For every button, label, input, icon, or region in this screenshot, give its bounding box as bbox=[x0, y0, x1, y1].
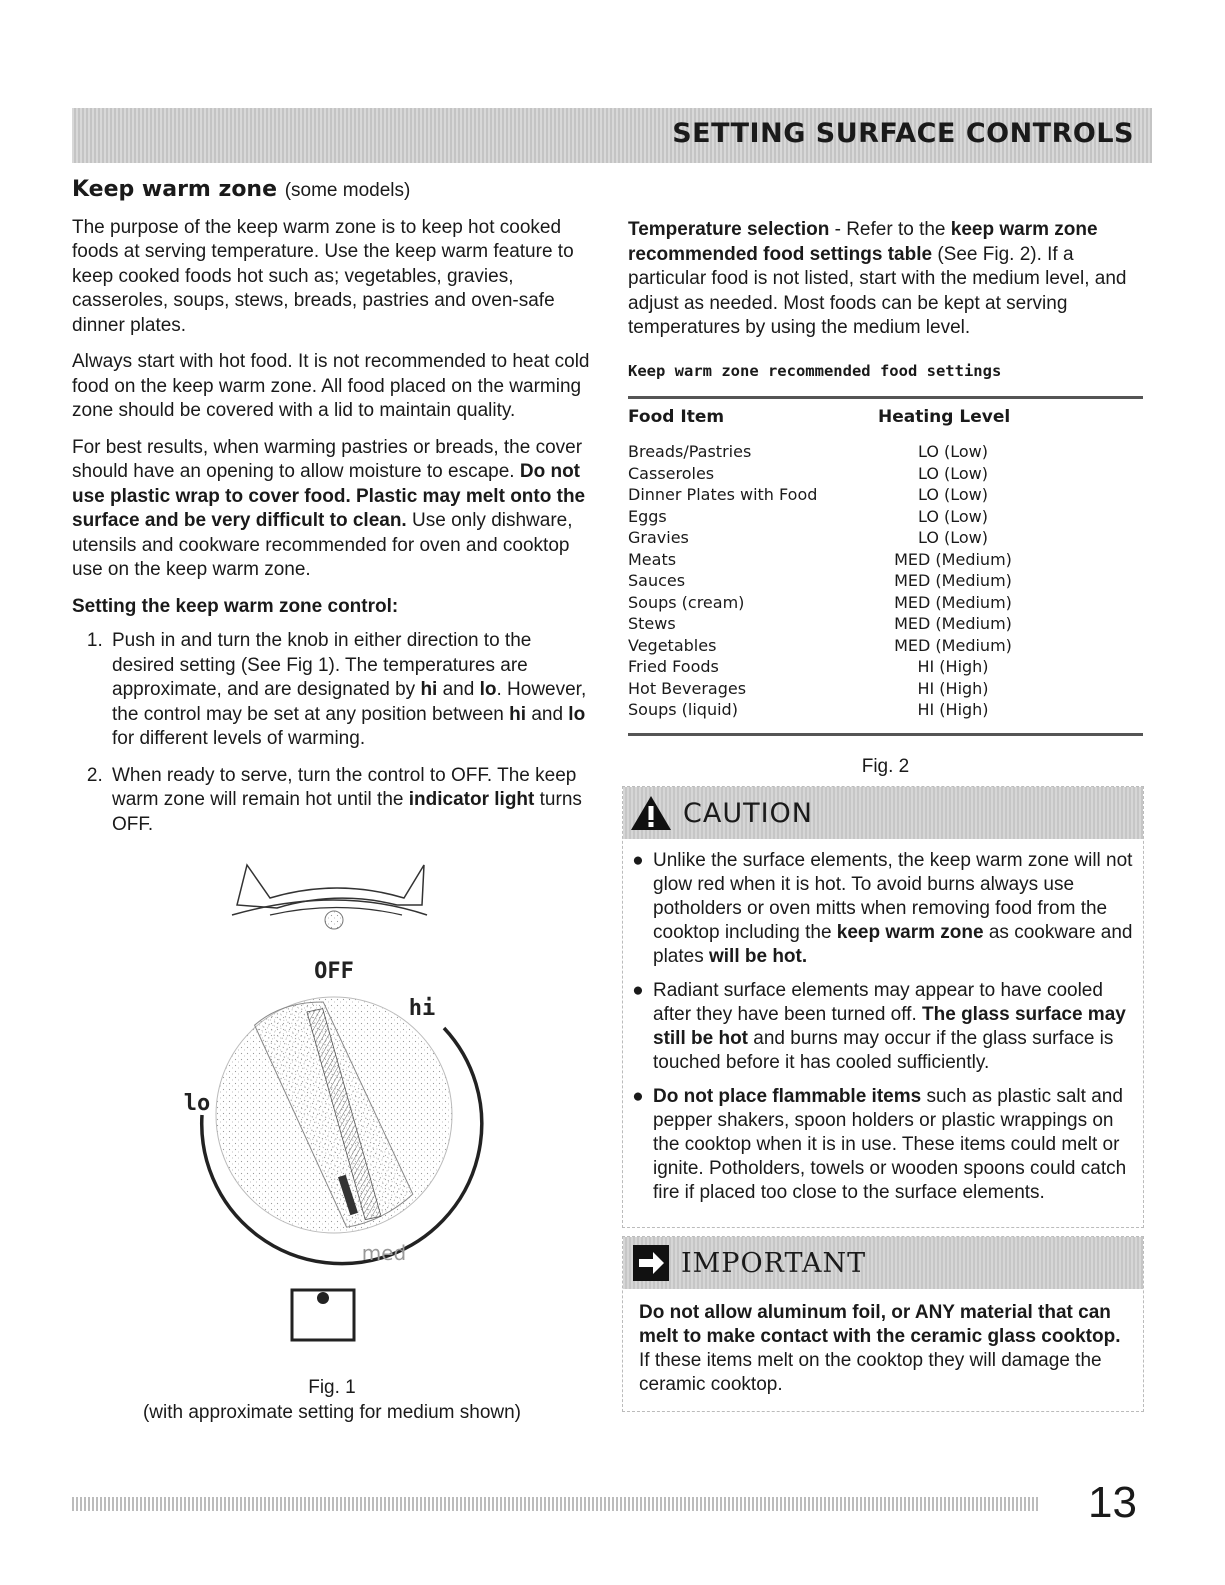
table-bottom-rule bbox=[628, 733, 1143, 736]
step1-text-c: for different levels of warming. bbox=[112, 728, 366, 749]
keep-warm-heading bbox=[72, 178, 592, 204]
bullet-dot-icon: ● bbox=[632, 980, 644, 1001]
off-label: OFF bbox=[314, 959, 354, 984]
temp-selection-bold: Temperature selection bbox=[628, 219, 830, 240]
table-row bbox=[628, 570, 1143, 592]
table-row bbox=[628, 527, 1143, 549]
table-title: Keep warm zone recommended food settings bbox=[628, 362, 1002, 380]
setting-subhead: Setting the keep warm zone control: bbox=[72, 595, 399, 617]
figure-1-knob-diagram bbox=[72, 860, 592, 1430]
knob-center-dot bbox=[325, 911, 343, 929]
indicator-light-icon bbox=[292, 1290, 354, 1340]
level-cell: MED (Medium) bbox=[894, 571, 1012, 590]
hi-label: hi bbox=[420, 679, 438, 700]
caution-bullet-3 bbox=[623, 1085, 1143, 1205]
step-1 bbox=[108, 629, 592, 752]
important-bold: Do not allow aluminum foil, or ANY material that can melt to make contact with the ceramic glass cooktop. bbox=[639, 1302, 1121, 1347]
food-cell: Soups (liquid) bbox=[628, 700, 738, 719]
caution-bullet-1 bbox=[623, 849, 1143, 969]
level-cell: LO (Low) bbox=[917, 463, 988, 483]
table-row bbox=[628, 441, 1143, 463]
steps-list bbox=[72, 629, 592, 837]
food-cell: Breads/Pastries bbox=[628, 442, 752, 461]
table-row bbox=[628, 678, 1143, 700]
food-cell: Dinner Plates with Food bbox=[628, 485, 818, 504]
caution-title: CAUTION bbox=[683, 797, 813, 829]
arrow-right-icon bbox=[631, 1243, 671, 1283]
table-row bbox=[628, 613, 1143, 635]
important-banner bbox=[623, 1237, 1143, 1289]
fig1-label: Fig. 1 bbox=[308, 1377, 356, 1398]
hi-dial-label: hi bbox=[408, 996, 436, 1021]
bullet-dot-icon: ● bbox=[632, 850, 644, 871]
table-row bbox=[628, 656, 1143, 678]
section-title: SETTING SURFACE CONTROLS bbox=[672, 118, 1134, 149]
figure-1-caption bbox=[72, 1375, 592, 1425]
important-text bbox=[623, 1289, 1143, 1397]
level-cell: HI (High) bbox=[917, 700, 989, 719]
warning-triangle-icon bbox=[629, 793, 673, 833]
level-cell: MED (Medium) bbox=[894, 592, 1012, 612]
level-cell: MED (Medium) bbox=[894, 549, 1012, 569]
food-cell: Casseroles bbox=[628, 463, 715, 483]
b3-bold: Do not place flammable items bbox=[653, 1086, 922, 1107]
bullet-text bbox=[653, 849, 1133, 969]
level-cell: LO (Low) bbox=[917, 485, 988, 504]
right-column bbox=[628, 218, 1148, 353]
table-row bbox=[628, 463, 1143, 485]
food-cell: Gravies bbox=[628, 528, 689, 547]
food-settings-table bbox=[628, 396, 1143, 736]
and-text-2: and bbox=[531, 703, 564, 725]
b2-bold: The glass surface may still be hot bbox=[653, 1004, 1126, 1049]
heading-sub: (some models) bbox=[284, 180, 411, 201]
header-food-item: Food Item bbox=[628, 407, 725, 427]
step2-text-b: turns OFF. bbox=[112, 789, 582, 835]
and-text: and bbox=[442, 679, 475, 700]
table-body bbox=[628, 441, 1143, 733]
table-row bbox=[628, 549, 1143, 571]
level-cell: HI (High) bbox=[917, 678, 989, 698]
hot-food-paragraph: Always start with hot food. It is not recommended to heat cold food on the keep warm zone. All food placed on the warming zone should be covered with a lid to maintain quality. bbox=[72, 351, 590, 421]
step2-text-a: When ready to serve, turn the control to OFF. The keep warm zone will remain hot until the bbox=[112, 764, 577, 810]
level-cell: LO (Low) bbox=[917, 442, 988, 461]
table-row bbox=[628, 699, 1143, 721]
food-cell: Vegetables bbox=[628, 635, 717, 655]
header-heating-level: Heating Level bbox=[878, 407, 1011, 427]
b1-bold-2: will be hot. bbox=[708, 946, 808, 967]
table-row bbox=[628, 592, 1143, 614]
temperature-selection-paragraph bbox=[628, 218, 1148, 341]
level-cell: HI (High) bbox=[917, 657, 989, 676]
heading-text: Keep warm zone bbox=[72, 177, 278, 202]
food-cell: Meats bbox=[628, 549, 677, 569]
food-cell: Eggs bbox=[628, 506, 667, 526]
step-2 bbox=[108, 764, 592, 838]
important-body: If these items melt on the cooktop they will damage the ceramic cooktop. bbox=[639, 1350, 1102, 1395]
caution-box bbox=[622, 786, 1144, 1228]
section-header-bar bbox=[72, 108, 1152, 163]
bullet-dot-icon: ● bbox=[632, 1086, 644, 1107]
table-reference-bold: keep warm zone recommended food settings table bbox=[628, 219, 1098, 265]
food-cell: Sauces bbox=[628, 571, 686, 590]
temp-text-2: (See Fig. 2). If a particular food is not listed, start with the medium level, and adjust as needed. Most foods can be kept at serving temperatures by using the medium level. bbox=[628, 243, 1127, 338]
table-header-row bbox=[628, 399, 1143, 441]
step1-text-b: . However, the control may be set at any position between bbox=[112, 679, 587, 725]
food-cell: Hot Beverages bbox=[628, 678, 747, 698]
med-dial-label: med bbox=[361, 1241, 407, 1265]
figure-2-caption: Fig. 2 bbox=[861, 756, 910, 777]
page-number: 13 bbox=[1088, 1478, 1137, 1527]
level-cell: LO (Low) bbox=[917, 528, 988, 547]
food-cell: Fried Foods bbox=[628, 657, 719, 676]
fig1-description: (with approximate setting for medium shown) bbox=[142, 1402, 522, 1423]
dishware-text: Use only dishware, utensils and cookware recommended for oven and cooktop use on the keep warm zone. bbox=[72, 510, 573, 580]
plastic-warning: Do not use plastic wrap to cover food. Plastic may melt onto the surface and be very difficult to clean. bbox=[72, 461, 586, 531]
level-cell: MED (Medium) bbox=[894, 635, 1012, 655]
footer-bar bbox=[72, 1497, 1038, 1511]
table-row bbox=[628, 506, 1143, 528]
important-title: IMPORTANT bbox=[681, 1247, 867, 1279]
caution-bullets bbox=[623, 839, 1143, 1205]
b2-text-b: and burns may occur if the glass surface is touched before it has cooled sufficiently. bbox=[653, 1028, 1114, 1073]
intro-paragraph: The purpose of the keep warm zone is to keep hot cooked foods at serving temperature. Use the keep warm feature to keep cooked foods hot such as; vegetables, gravies, casseroles, soups, stews, breads, pastries and oven-safe dinner plates. bbox=[72, 216, 574, 336]
bullet-text bbox=[653, 1085, 1133, 1205]
lo-dial-label: lo bbox=[183, 1091, 211, 1116]
b1-bold-1: keep warm zone bbox=[836, 922, 984, 943]
b1-text-a: Unlike the surface elements, the keep warm zone will not glow red when it is hot. To avoid burns always use potholders or oven mitts when removing food from the cooktop including the bbox=[653, 850, 1133, 943]
table-row bbox=[628, 484, 1143, 506]
b2-text-a: Radiant surface elements may appear to have cooled after they have been turned off. bbox=[653, 980, 1103, 1025]
knob-illustration bbox=[72, 860, 592, 1370]
food-cell: Stews bbox=[628, 614, 676, 633]
indicator-light-text: indicator light bbox=[408, 789, 535, 810]
turn-direction-arrow-icon bbox=[232, 865, 427, 915]
bullet-text bbox=[653, 979, 1133, 1075]
b3-text: such as plastic salt and pepper shakers, spoon holders or plastic wrappings on the cooktop when it is in use. These items could melt or ignite. Potholders, towels or wooden spoons could catch fire if placed too close to the surface elements. bbox=[653, 1086, 1127, 1203]
temp-text-1: - Refer to the bbox=[829, 219, 951, 240]
b1-text-b: as cookware and plates bbox=[653, 922, 1133, 967]
caution-bullet-2 bbox=[623, 979, 1143, 1075]
level-cell: MED (Medium) bbox=[894, 614, 1012, 633]
lo-label-2: lo bbox=[568, 703, 586, 725]
hi-label-2: hi bbox=[509, 703, 527, 725]
table-row bbox=[628, 635, 1143, 657]
step1-text-a: Push in and turn the knob in either direction to the desired setting (See Fig 1). The temperatures are approximate, and are designated by bbox=[112, 630, 532, 700]
level-cell: LO (Low) bbox=[917, 506, 988, 526]
lo-label: lo bbox=[479, 679, 497, 700]
best-results-paragraph bbox=[72, 436, 592, 583]
best-results-text: For best results, when warming pastries or breads, the cover should have an opening to allow moisture to escape. bbox=[72, 436, 583, 482]
caution-banner bbox=[623, 787, 1143, 839]
left-column bbox=[72, 178, 592, 849]
important-box bbox=[622, 1236, 1144, 1412]
food-cell: Soups (cream) bbox=[628, 592, 745, 612]
